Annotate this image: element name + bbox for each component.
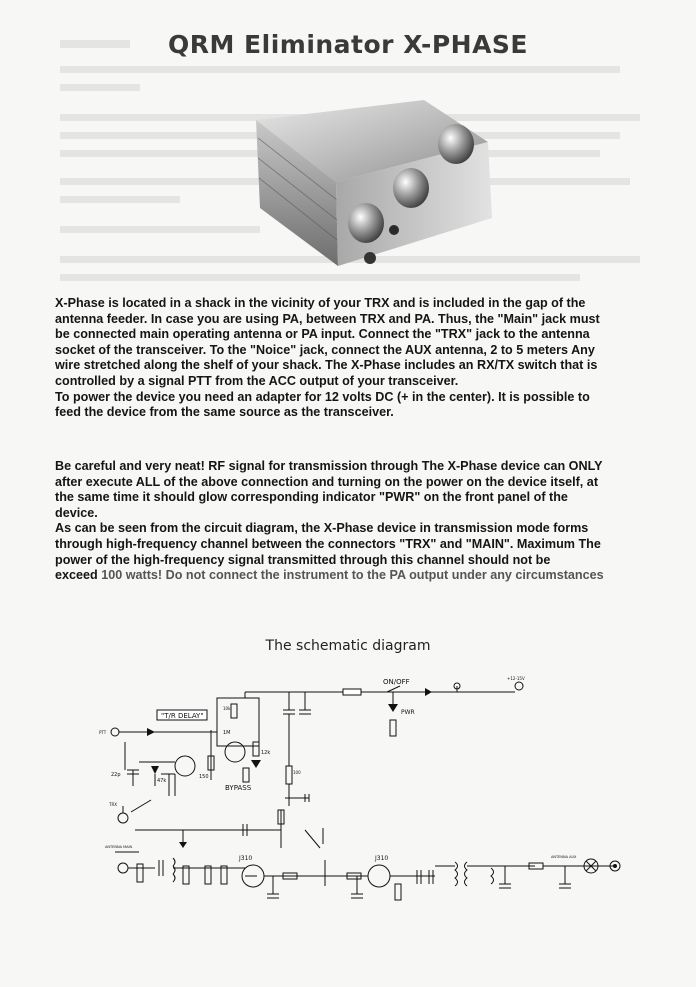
device-photo <box>216 98 506 278</box>
schematic-label: ANTENNA AUX <box>551 855 577 859</box>
text-line: device. <box>55 505 98 520</box>
text-line: controlled by a signal PTT from the ACC output of your transceiver. <box>55 373 459 388</box>
text-line: As can be seen from the circuit diagram, the X-Phase device in transmission mode forms <box>55 521 589 536</box>
text-segment: exceed <box>55 568 102 583</box>
text-line: feed the device from the same source as the transceiver. <box>55 405 394 420</box>
text-line: antenna feeder. In case you are using PA, between TRX and PA. Thus, the "Main" jack must <box>55 311 600 326</box>
schematic-label: "T/R DELAY" <box>161 712 204 720</box>
schematic-label: PWR <box>401 709 415 716</box>
paragraph-warning <box>55 459 655 584</box>
text-line: To power the device you need an adapter for 12 volts DC (+ in the center). It is possible to <box>55 389 590 404</box>
schematic-label: PTT <box>99 730 107 735</box>
schematic-title: The schematic diagram <box>265 638 431 654</box>
text-line: the same time it should glow corresponding indicator "PWR" on the front panel of the <box>55 490 568 505</box>
schematic-label: 100 <box>293 770 301 775</box>
schematic-label: J310 <box>239 855 253 862</box>
schematic-label: ANTENNA MAIN <box>105 845 133 849</box>
text-line: X-Phase is located in a shack in the vicinity of your TRX and is included in the gap of the <box>55 296 586 310</box>
text-line: be connected main operating antenna or PA input. Connect the "TRX" jack to the antenna <box>55 327 590 342</box>
schematic-label: 1M <box>223 730 231 736</box>
text-line-last <box>55 568 655 584</box>
text-line: wire stretched along the shelf of your shack. The X-Phase includes an RX/TX switch that is <box>55 358 598 373</box>
schematic-label: 12k <box>261 750 271 756</box>
schematic-label: ON/OFF <box>383 678 410 686</box>
page-title: QRM Eliminator X-PHASE <box>167 30 529 59</box>
schematic-label: +12-15V <box>507 676 525 681</box>
schematic-label: TRX <box>109 802 117 807</box>
text-segment-faded: 100 watts! Do not connect the instrument to the PA output under any circumstances <box>101 568 604 583</box>
schematic-label: 150 <box>199 774 209 780</box>
text-line: after execute ALL of the above connection and turning on the power on the device itself, at <box>55 474 599 489</box>
paragraph-connection <box>55 296 655 421</box>
schematic-label: BYPASS <box>225 784 252 792</box>
schematic-label: J310 <box>375 855 389 862</box>
text-line: through high-frequency channel between the connectors "TRX" and "MAIN". Maximum The <box>55 536 601 551</box>
schematic-diagram <box>95 670 635 930</box>
schematic-label: 10k <box>223 706 231 711</box>
schematic-label: 22p <box>111 772 121 778</box>
text-line: Be careful and very neat! RF signal for transmission through The X-Phase device can ONLY <box>55 459 603 473</box>
text-line: power of the high-frequency signal transmitted through this channel should not be <box>55 552 551 567</box>
schematic-label: 47k <box>157 778 167 784</box>
text-line: socket of the transceiver. To the "Noice" jack, connect the AUX antenna, 2 to 5 meters Any <box>55 342 595 357</box>
